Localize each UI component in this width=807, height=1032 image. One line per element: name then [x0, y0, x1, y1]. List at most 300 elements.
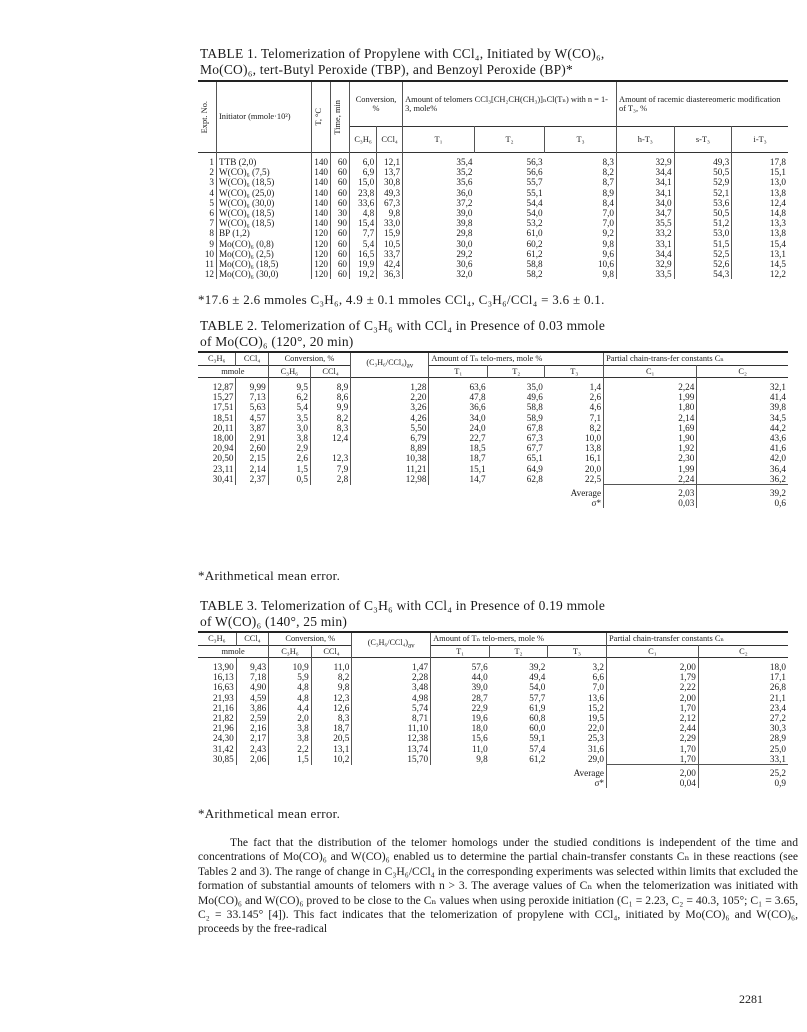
table-cell: 15,0 [350, 177, 377, 187]
table-cell: 43,6 [769, 433, 786, 444]
table-cell: 58,8 [526, 259, 543, 270]
table-cell: 11,21 [351, 464, 429, 474]
table-cell: 4,26 [351, 413, 429, 423]
table-row [198, 474, 788, 485]
table-cell: 6,6 [547, 672, 606, 682]
table3-footnote: *Arithmetical mean error. [198, 806, 341, 821]
table-cell: 2,14 [604, 413, 697, 423]
table-cell: 23,8 [350, 188, 377, 198]
table-cell: 34,1 [617, 188, 675, 198]
table-cell: 7 [198, 218, 217, 228]
table-cell: 56,3 [526, 157, 543, 167]
table-cell: 55,7 [526, 177, 543, 188]
table-row [198, 228, 788, 238]
table-row [198, 723, 788, 733]
table-cell: 140 [312, 208, 331, 218]
t2-header-c2: C₂ [697, 365, 788, 378]
table-cell: 67,7 [526, 443, 543, 454]
table-cell: 1,5 [269, 754, 312, 765]
table-cell: 9,5 [268, 378, 310, 393]
table-cell: 57,6 [471, 662, 488, 672]
table-cell: 42,4 [377, 259, 403, 269]
t3-header-c1: C₁ [607, 645, 699, 658]
table-cell: 59,1 [529, 733, 546, 744]
table-cell: 2,28 [352, 672, 431, 682]
table-cell: 120 [312, 249, 331, 259]
table-cell: 37,2 [456, 197, 473, 208]
table-cell: 9,99 [236, 378, 268, 393]
table-cell: 1,70 [607, 744, 699, 754]
table-cell: W(CO)₆ (18,5) [217, 177, 312, 187]
table-cell: 60,2 [526, 238, 543, 249]
table-cell: 21,93 [198, 693, 236, 703]
table-row [198, 733, 788, 743]
table-row [198, 218, 788, 228]
t1-header-t3: T₃ [545, 127, 617, 153]
table-cell: 64,9 [526, 463, 543, 474]
t2-header-ccl4: CCl₄ [236, 352, 268, 365]
table-cell: 27,2 [769, 713, 786, 724]
table-row [198, 177, 788, 187]
table-cell: 58,9 [526, 412, 543, 423]
table-cell: 39,0 [456, 208, 473, 219]
table-cell: 44,0 [471, 672, 488, 683]
t2-header-c1: C₁ [604, 365, 697, 378]
table-cell: 13,3 [769, 218, 786, 229]
table-cell: 39,0 [471, 682, 488, 693]
table-cell: 60 [331, 177, 350, 187]
table-cell: 13,90 [198, 658, 236, 673]
table-cell: 10,9 [269, 658, 312, 673]
table-cell: 60 [331, 259, 350, 269]
table-cell: 60 [331, 239, 350, 249]
table-cell: 33,1 [769, 753, 786, 764]
table-cell: 17,51 [198, 402, 236, 412]
t2-header-c3h6: C₃H₆ [198, 352, 236, 365]
table-cell: 60 [331, 269, 350, 279]
table-cell: 10,38 [351, 453, 429, 463]
table-cell: 5,4 [350, 239, 377, 249]
t1-header-i-t3: i-T₃ [732, 127, 788, 153]
table-cell: 60 [331, 249, 350, 259]
sigma-row-value: 0,6 [774, 498, 786, 509]
table-cell: 3,8 [269, 723, 312, 733]
table-cell: 21,1 [769, 692, 786, 703]
table-cell: 23,4 [769, 702, 786, 713]
table-cell: 13,6 [547, 693, 606, 703]
table-cell: 9,8 [476, 754, 488, 765]
table-cell: 2,6 [545, 392, 604, 402]
t2-header-conversion: Conversion, % [268, 352, 351, 365]
table-cell: 39,8 [769, 402, 786, 413]
table-cell: 67,3 [526, 433, 543, 444]
t1-header-conversion: Conversion, % [350, 81, 403, 127]
table-cell: 29,2 [456, 248, 473, 259]
table-row [198, 259, 788, 269]
table-cell: 1,79 [607, 672, 699, 682]
t2-header-t1: T₁ [429, 365, 488, 378]
table-cell: 35,4 [456, 157, 473, 167]
table-cell: 60 [331, 228, 350, 238]
t1-header-expt: Expt. No. [198, 81, 217, 153]
table-cell: 9,43 [236, 658, 269, 673]
table-cell: 30,8 [377, 177, 403, 187]
t3-header-c3h6: C₃H₆ [198, 632, 236, 645]
table-cell: 60 [331, 167, 350, 177]
table-cell: Mo(CO)₆ (18,5) [217, 259, 312, 269]
t3-header-conversion: Conversion, % [269, 632, 352, 645]
table-cell: 20,94 [198, 443, 236, 453]
table-row [198, 378, 788, 393]
table2-caption-line1: TABLE 2. Telomerization of C₃H₆ with CCl₄ in Presence of 0.03 mmole [200, 318, 606, 333]
table-cell: 5,50 [351, 423, 429, 433]
table-row [198, 153, 788, 168]
table-cell: 1,5 [268, 464, 310, 474]
table-cell: W(CO)₆ (30,0) [217, 198, 312, 208]
table-cell: 67,3 [377, 198, 403, 208]
sigma-row-label: σ* [594, 778, 605, 789]
table-cell: 9 [198, 239, 217, 249]
table-cell [310, 443, 350, 453]
t3-ratio-sub: av [408, 642, 415, 651]
table-cell: 1,92 [604, 443, 697, 453]
table-row [198, 744, 788, 754]
table-cell: 18,5 [469, 443, 486, 454]
table-cell: 32,1 [769, 382, 786, 392]
table-cell: 58,8 [526, 402, 543, 413]
table-cell: 8,3 [310, 423, 350, 433]
table-cell: 140 [312, 153, 331, 168]
table-cell: 22,0 [547, 723, 606, 733]
table-cell: 67,8 [526, 422, 543, 433]
table-cell: 18,00 [198, 433, 236, 443]
table-row [198, 693, 788, 703]
t1-header-ccl4: CCl₄ [377, 127, 403, 153]
average-row-label: Average [570, 487, 602, 498]
table-cell: 15,27 [198, 392, 236, 402]
table-cell: 41,4 [769, 392, 786, 403]
table-cell: 4,57 [236, 413, 268, 423]
table-cell: 30,85 [198, 754, 236, 765]
t1-header-racemic: Amount of racemic diastereomeric modification of T₃, % [619, 94, 781, 114]
t2-header-t3: T₃ [545, 365, 604, 378]
table-cell: 15,9 [377, 228, 403, 238]
table-cell: 9,8 [377, 208, 403, 218]
table-cell: 2,44 [607, 723, 699, 733]
table2-caption-line2: of Mo(CO)₆ (120°, 20 min) [200, 334, 354, 349]
table-cell: 2,8 [310, 474, 350, 485]
table-cell: 12,1 [377, 153, 403, 168]
table-cell: 33,0 [377, 218, 403, 228]
t3-header-partial: Partial chain-transfer constants Cₙ [609, 634, 725, 643]
table-cell: 9,2 [545, 228, 617, 238]
t3-ratio-den: CCl₄ [389, 638, 406, 648]
table-cell: 12,98 [351, 474, 429, 485]
table-cell: 15,6 [471, 733, 488, 744]
table-cell: 4 [198, 188, 217, 198]
table-cell: 18,0 [769, 662, 786, 672]
table-row [198, 658, 788, 673]
table-cell: 7,0 [545, 218, 617, 228]
t3-ratio-num: C₃H₆ [370, 638, 388, 648]
table-cell: 6,2 [268, 392, 310, 402]
table-cell: 24,0 [469, 422, 486, 433]
table-cell: 12,4 [310, 433, 350, 443]
table-cell: 3,0 [268, 423, 310, 433]
table-cell: 17,8 [769, 157, 786, 167]
table3-body [198, 658, 788, 789]
table-cell: 8,2 [545, 167, 617, 177]
table3-caption-line1: TABLE 3. Telomerization of C₃H₆ with CCl₄ in Presence of 0.19 mmole [200, 598, 606, 613]
table-cell: 21,96 [198, 723, 236, 733]
table-cell: 4,59 [236, 693, 269, 703]
t1-header-initiator: Initiator (mmole·10²) [217, 81, 312, 153]
table-cell: 15,70 [352, 754, 431, 765]
table-cell: 51,2 [674, 218, 732, 228]
table-cell: 32,9 [617, 259, 675, 269]
table-cell: 8,71 [352, 713, 431, 723]
t3-header-ratio: $(C_3H_6/CCl_4)_{av}$ [352, 632, 431, 658]
table-cell: 34,1 [617, 177, 675, 187]
table-cell: 50,5 [674, 167, 732, 177]
table-cell: 3,8 [269, 733, 312, 743]
table-cell: 13,74 [352, 744, 431, 754]
table2 [198, 351, 788, 508]
table-cell: 140 [312, 198, 331, 208]
average-row-value: 25,2 [698, 765, 788, 779]
t3-header-t2: T₂ [490, 645, 548, 658]
sigma-row-value: 0,9 [774, 778, 786, 789]
table-cell: 8,3 [545, 153, 617, 168]
table-cell: 16,63 [198, 682, 236, 692]
table-cell: 2,30 [604, 453, 697, 463]
table-cell: 25,0 [769, 743, 786, 754]
table-cell: 3,5 [268, 413, 310, 423]
table-cell: 8,89 [351, 443, 429, 453]
table-cell: 49,3 [377, 188, 403, 198]
table-cell: 36,3 [377, 269, 403, 279]
table-cell: 65,1 [526, 453, 543, 464]
table-cell: 16,5 [350, 249, 377, 259]
table-cell: 7,13 [236, 392, 268, 402]
table-cell: 20,5 [311, 733, 352, 743]
table-cell: 1,47 [352, 658, 431, 673]
table-cell: 7,1 [545, 413, 604, 423]
table-row [198, 249, 788, 259]
table-cell: 5,74 [352, 703, 431, 713]
table-cell: 30 [331, 208, 350, 218]
table-cell: 8,2 [545, 423, 604, 433]
table-cell: 50,5 [674, 208, 732, 218]
table-cell: 39,2 [529, 662, 546, 672]
table-cell: 9,9 [310, 402, 350, 412]
table-cell: 8 [198, 228, 217, 238]
table-cell: 0,5 [268, 474, 310, 485]
table-cell: 60 [331, 198, 350, 208]
table-cell: 2,37 [236, 474, 268, 485]
table-row [198, 269, 788, 279]
table-cell: 3,86 [236, 703, 269, 713]
table-row [198, 167, 788, 177]
sigma-row-value: 0,04 [607, 778, 699, 788]
table-cell: 1,99 [604, 392, 697, 402]
table-cell: 12 [198, 269, 217, 279]
table-cell: 140 [312, 177, 331, 187]
table-cell: 2,59 [236, 713, 269, 723]
table2-footnote: *Arithmetical mean error. [198, 568, 341, 583]
table-cell: 15,1 [469, 463, 486, 474]
table-row [198, 208, 788, 218]
table-cell: 35,6 [456, 177, 473, 188]
table-cell: 18,7 [311, 723, 352, 733]
table-cell: W(CO)₆ (18,5) [217, 218, 312, 228]
table-cell: 2 [198, 167, 217, 177]
table-cell: 20,11 [198, 423, 236, 433]
table-cell: 34,4 [617, 167, 675, 177]
table-cell: 4,6 [545, 402, 604, 412]
table-cell: 33,7 [377, 249, 403, 259]
table-cell: 29,8 [456, 228, 473, 239]
table-row [198, 413, 788, 423]
table-cell: 6,9 [350, 167, 377, 177]
table-cell: 4,8 [350, 208, 377, 218]
table-cell: 34,5 [769, 412, 786, 423]
table-cell: 20,50 [198, 453, 236, 463]
table-cell: 22,5 [545, 474, 604, 485]
table-cell: 2,24 [604, 474, 697, 485]
table-cell: 120 [312, 269, 331, 279]
table-cell: 55,1 [526, 187, 543, 198]
t2-header-partial: Partial chain-trans-fer constants Cₙ [606, 354, 724, 363]
table-cell: 36,0 [456, 187, 473, 198]
table-cell: W(CO)₆ (7,5) [217, 167, 312, 177]
table-cell: 53,0 [674, 228, 732, 238]
table-cell: 22,7 [469, 433, 486, 444]
table-cell: 29,0 [547, 754, 606, 765]
table-cell: 18,51 [198, 413, 236, 423]
table-cell: 61,2 [529, 754, 546, 765]
table-cell: 42,0 [769, 453, 786, 464]
table-cell: 35,5 [617, 218, 675, 228]
table-cell: 52,5 [674, 249, 732, 259]
table-cell: 2,12 [607, 713, 699, 723]
t3-header-ccl4: CCl₄ [236, 632, 269, 645]
table-cell: 13,8 [545, 443, 604, 453]
table-cell: 53,6 [674, 198, 732, 208]
table-cell: 3,48 [352, 682, 431, 692]
table-cell: 14,5 [769, 259, 786, 270]
table-cell: 63,6 [469, 382, 486, 392]
table-cell: 35,2 [456, 167, 473, 178]
table-row [198, 703, 788, 713]
body-paragraph: The fact that the distribution of the telomer homologs under the studied conditions is independent of the time and concentrations of Mo(CO)₆ and W(CO)₆ enabled us to determine the partial chain-transfer constants Cₙ in these reactions (see Tables 2 and 3). The range of change in C₃H₆/CCl₄ in the corresponding experiments was selected within limits that excluded the formation of substantial amounts of telomers with n > 3. The average values of Cₙ when the telomerization was initiated with Mo(CO)₆ and W(CO)₆ proved to be close to the Cₙ values when using peroxide initiation (C₁ = 2.23, C₂ = 40.3, 105°; C₁ = 3.65, C₂ = 33.145° [4]). This fact indicates that the telomerization of propylene with CCl₄, initiated by Mo(CO)₆ and W(CO)₆, proceeds by the free-radical [198, 836, 798, 936]
table-cell: W(CO)₆ (18,5) [217, 208, 312, 218]
table-cell: 23,11 [198, 464, 236, 474]
table-cell: 6,79 [351, 433, 429, 443]
table-cell: TTB (2,0) [217, 153, 312, 168]
table-cell: 9,6 [545, 249, 617, 259]
table-cell: 34,0 [617, 198, 675, 208]
t2-header-mmole: mmole [198, 365, 268, 378]
table-cell: 7,0 [545, 208, 617, 218]
table-cell: 12,3 [311, 693, 352, 703]
table-cell: 39,8 [456, 218, 473, 229]
table-cell: 140 [312, 167, 331, 177]
table-cell: 1,90 [604, 433, 697, 443]
table-cell: 5,4 [268, 402, 310, 412]
average-row-value: 2,03 [604, 485, 697, 499]
table-cell: 4,90 [236, 682, 269, 692]
table-cell: 1,80 [604, 402, 697, 412]
table-cell: 36,2 [769, 473, 786, 484]
t1-header-c3h6: C₃H₆ [350, 127, 377, 153]
t1-header-temp: T, °C [312, 81, 331, 153]
table-cell: 28,9 [769, 733, 786, 744]
table-cell: 3,2 [547, 658, 606, 673]
table-cell: 33,1 [617, 239, 675, 249]
table1-caption-line1: TABLE 1. Telomerization of Propylene with CCl₄, Initiated by W(CO)₆, [200, 46, 605, 61]
t3-header-amount: Amount of Tₙ telo-mers, mole % [431, 632, 607, 645]
table-cell: 11 [198, 259, 217, 269]
table2-body [198, 378, 788, 509]
body-paragraph-container [198, 836, 798, 937]
table-cell: 32,9 [617, 153, 675, 168]
t1-header-t2: T₂ [474, 127, 544, 153]
t1-header-amount: Amount of telomers CCl₃[CH₂CH(CH₃)]ₙCl(Tₙ) with n = 1-3, mole% [403, 81, 617, 127]
table-cell: 8,4 [545, 198, 617, 208]
table-cell: 1,28 [351, 378, 429, 393]
table-cell: 2,17 [236, 733, 269, 743]
table-cell: 53,2 [526, 218, 543, 229]
table-row [198, 754, 788, 765]
table-cell: 21,16 [198, 703, 236, 713]
table-cell: 57,7 [529, 692, 546, 703]
table-cell: 10,0 [545, 433, 604, 443]
table-cell: 7,18 [236, 672, 269, 682]
t3-header-mmole: mmole [198, 645, 269, 658]
table-cell: 4,8 [269, 682, 312, 692]
table-cell: 52,6 [674, 259, 732, 269]
t2-ratio-den: CCl₄ [388, 358, 404, 368]
table-cell: 10,6 [545, 259, 617, 269]
table-cell: 61,9 [529, 702, 546, 713]
table-cell: 15,4 [769, 238, 786, 249]
table1-caption-line2: Mo(CO)₆, tert-Butyl Peroxide (TBP), and Benzoyl Peroxide (BP)* [200, 62, 573, 77]
average-row-label: Average [573, 767, 605, 778]
table-cell: 120 [312, 259, 331, 269]
t2-header-ratio: $(C_3H_6/CCl_4)_{av}$ [351, 352, 429, 378]
table-cell: 6,0 [350, 153, 377, 168]
table-cell: 120 [312, 228, 331, 238]
table-cell: 11,0 [471, 743, 488, 754]
table-cell: 12,38 [352, 733, 431, 743]
table-cell: 30,41 [198, 474, 236, 485]
table-cell: W(CO)₆ (25,0) [217, 188, 312, 198]
table-cell: 2,22 [607, 682, 699, 692]
table-cell: 8,9 [545, 188, 617, 198]
table-cell: 36,4 [769, 463, 786, 474]
table-cell: 3,8 [268, 433, 310, 443]
sigma-row [198, 498, 788, 508]
table-row [198, 198, 788, 208]
t2-header-t2: T₂ [488, 365, 545, 378]
table-cell: 19,6 [471, 713, 488, 724]
table-cell: 60,8 [529, 713, 546, 724]
table-row [198, 423, 788, 433]
table-cell: 52,9 [674, 177, 732, 187]
table-cell: 18,0 [471, 723, 488, 734]
table-cell: 13,1 [311, 744, 352, 754]
